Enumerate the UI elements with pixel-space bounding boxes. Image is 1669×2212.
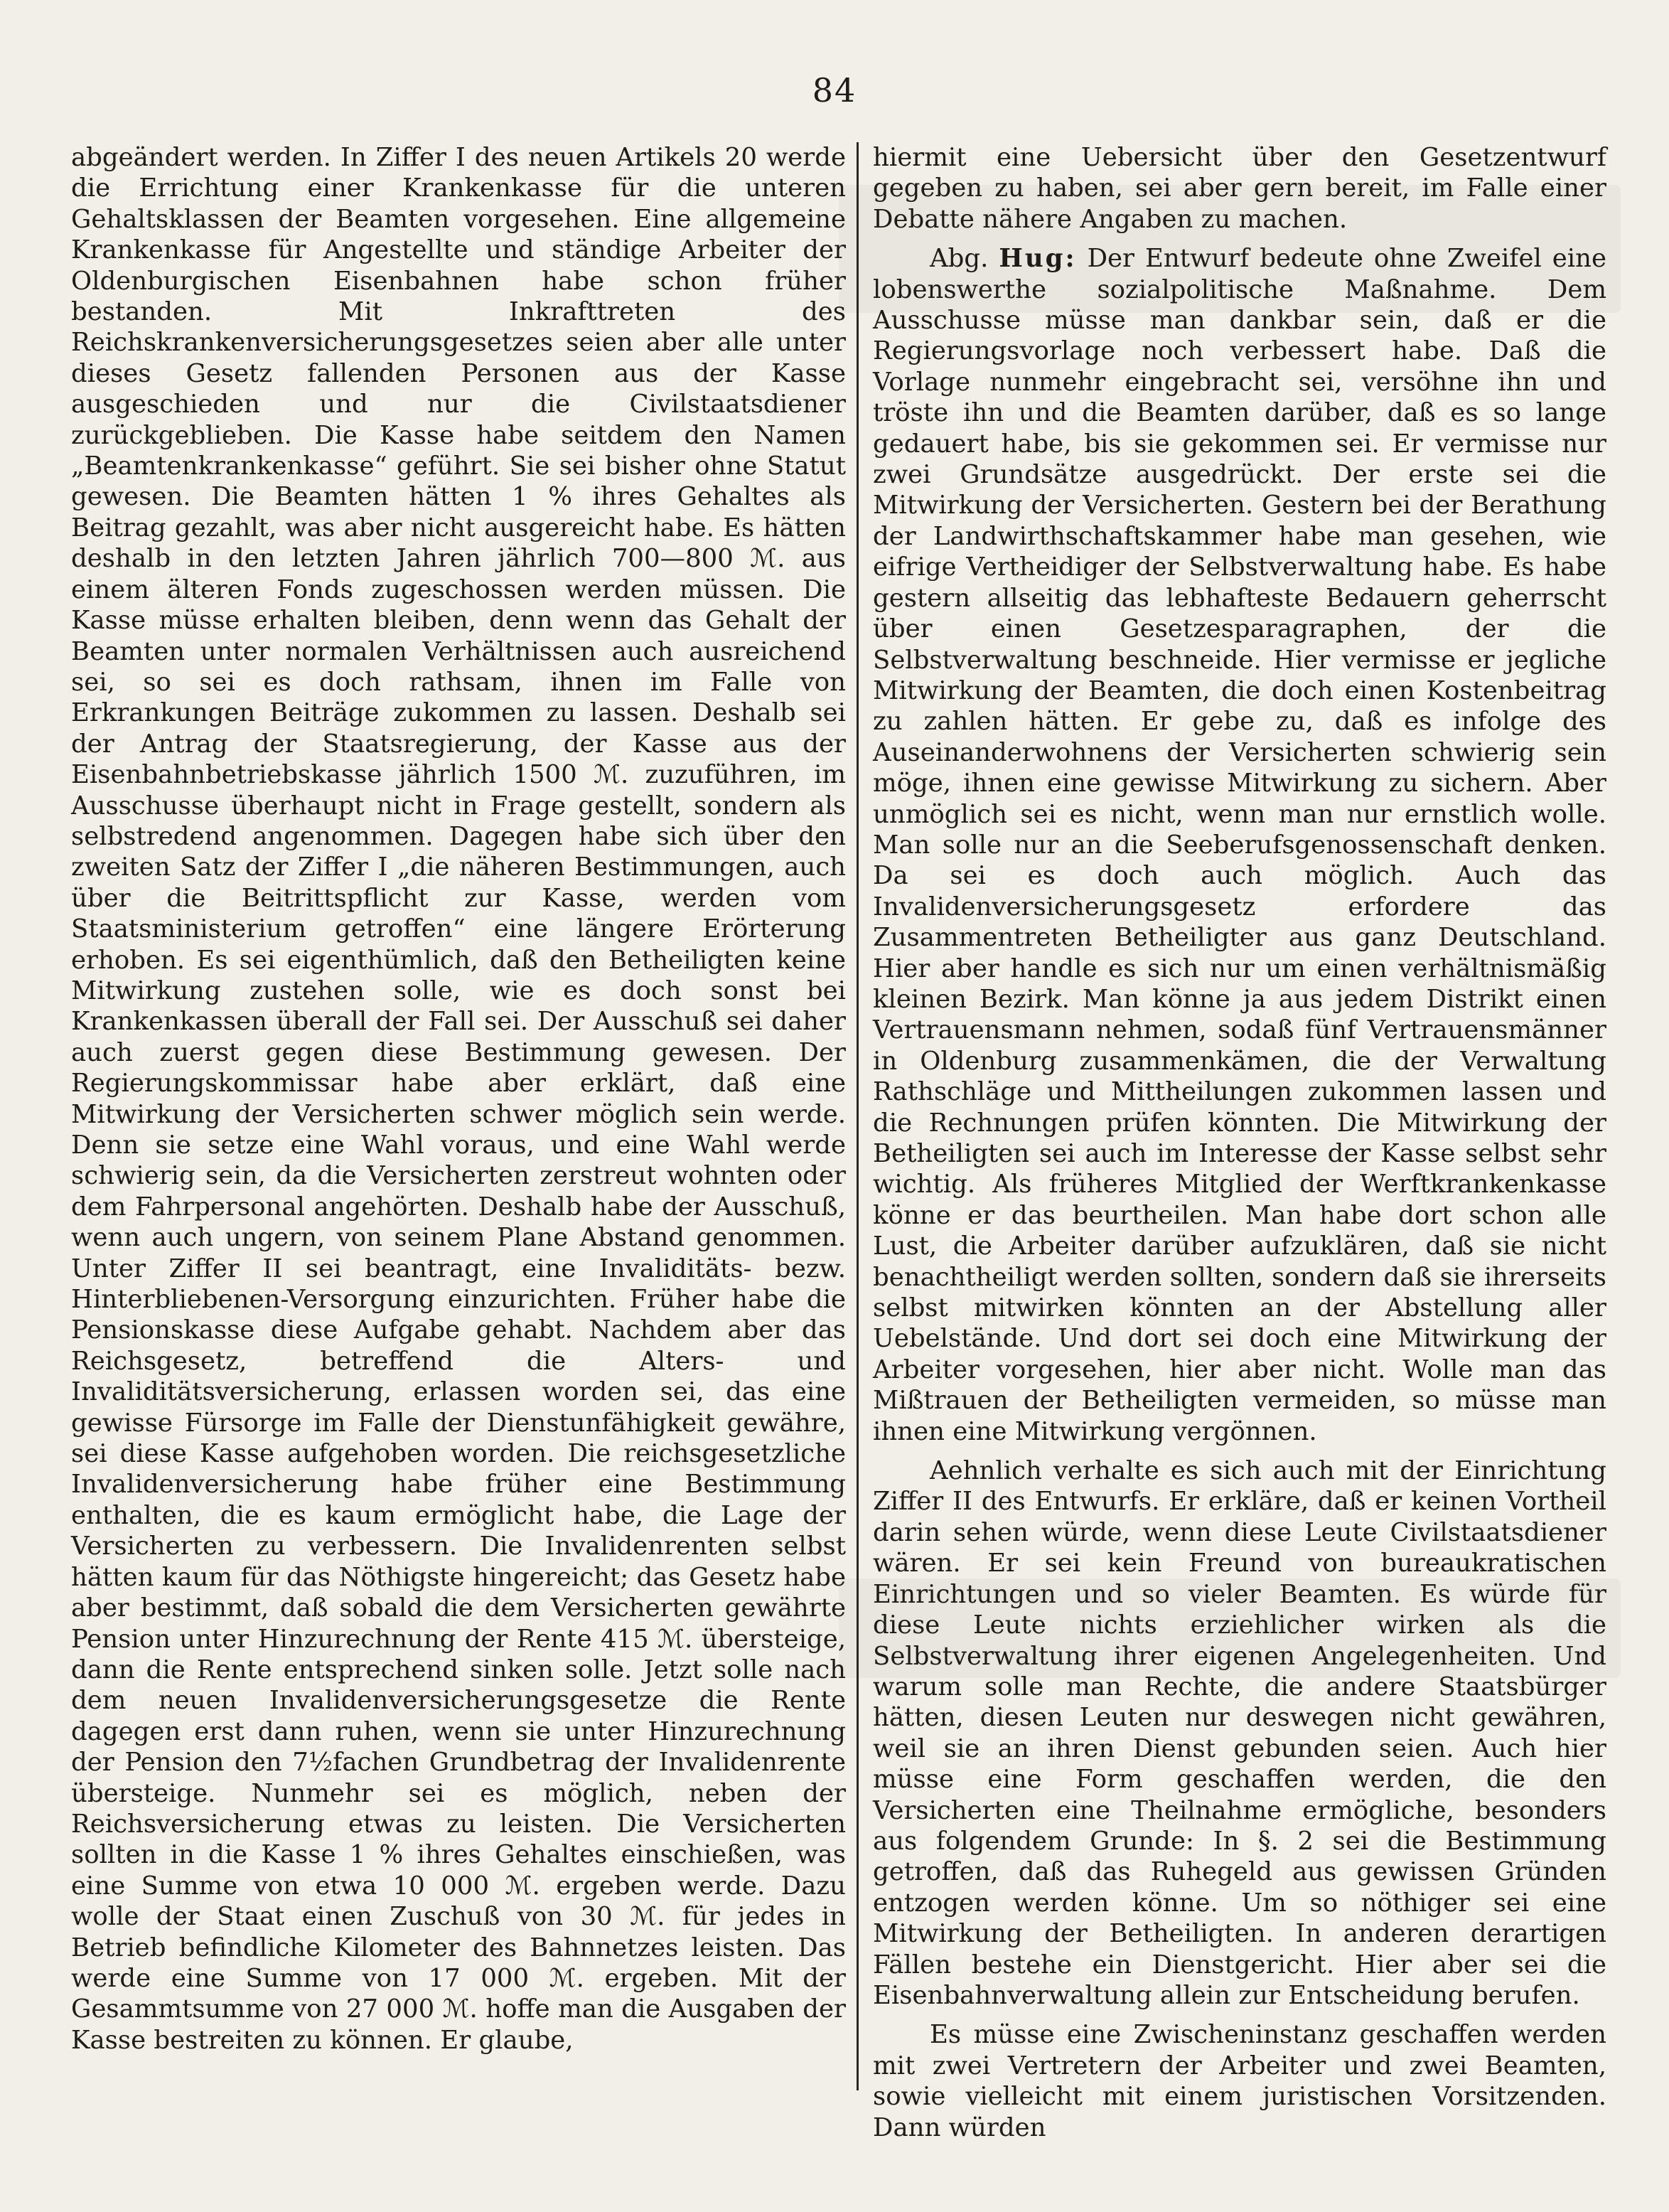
left-column [71, 142, 846, 2056]
right-column [873, 142, 1606, 2143]
speech-paragraph [873, 243, 1606, 1447]
paragraph: Aehnlich verhalte es sich auch mit der Einrichtung Ziffer II des Entwurfs. Er erkläre, daß er keinen Vortheil darin sehen würde, wenn diese Leute Civilstaatsdiener wären. Er sei kein Freund von bureaukratischen Einrichtungen und so vieler Beamten. Es würde für diese Leute nichts erziehlicher wirken als die Selbstverwaltung ihrer eigenen Angelegenheiten. Und warum solle man Rechte, die andere Staatsbürger hätten, diesen Leuten nur deswegen nicht gewähren, weil sie an ihren Dienst gebunden seien. Auch hier müsse eine Form geschaffen werden, die den Versicherten eine Theilnahme ermögliche, besonders aus folgendem Grunde: In §. 2 sei die Bestimmung getroffen, daß das Ruhegeld aus gewissen Gründen entzogen werden könne. Um so nöthiger sei eine Mitwirkung der Betheiligten. In anderen derartigen Fällen bestehe ein Dienstgericht. Hier aber sei die Eisenbahnverwaltung allein zur Entscheidung berufen. [873, 1456, 1606, 2010]
page-number: 84 [812, 71, 857, 109]
column-divider [857, 142, 859, 2090]
left-column-paragraph: abgeändert werden. In Ziffer I des neuen Artikels 20 werde die Errichtung einer Krankenkasse für die unteren Gehaltsklassen der Beamten vorgesehen. Eine allgemeine Krankenkasse für Angestellte und ständige Arbeiter der Oldenburgischen Eisenbahnen habe schon früher bestanden. Mit Inkrafttreten des Reichskrankenversicherungsgesetzes seien aber alle unter dieses Gesetz fallenden Personen aus der Kasse ausgeschieden und nur die Civilstaatsdiener zurückgeblieben. Die Kasse habe seitdem den Namen „Beamtenkrankenkasse“ geführt. Sie sei bisher ohne Statut gewesen. Die Beamten hätten 1 % ihres Gehaltes als Beitrag gezahlt, was aber nicht ausgereicht habe. Es hätten deshalb in den letzten Jahren jährlich 700—800 ℳ. aus einem älteren Fonds zugeschossen werden müssen. Die Kasse müsse erhalten bleiben, denn wenn das Gehalt der Beamten unter normalen Verhältnissen auch ausreichend sei, so sei es doch rathsam, ihnen im Falle von Erkrankungen Beiträge zukommen zu lassen. Deshalb sei der Antrag der Staatsregierung, der Kasse aus der Eisenbahnbetriebskasse jährlich 1500 ℳ. zuzuführen, im Ausschusse überhaupt nicht in Frage gestellt, sondern als selbstredend angenommen. Dagegen habe sich über den zweiten Satz der Ziffer I „die näheren Bestimmungen, auch über die Beitrittspflicht zur Kasse, werden vom Staatsministerium getroffen“ eine längere Erörterung erhoben. Es sei eigenthümlich, daß den Betheiligten keine Mitwirkung zustehen solle, wie es doch sonst bei Krankenkassen überall der Fall sei. Der Ausschuß sei daher auch zuerst gegen diese Bestimmung gewesen. Der Regierungskommissar habe aber erklärt, daß eine Mitwirkung der Versicherten schwer möglich sein werde. Denn sie setze eine Wahl voraus, und eine Wahl werde schwierig sein, da die Versicherten zerstreut wohnten oder dem Fahrpersonal angehörten. Deshalb habe der Ausschuß, wenn auch ungern, von seinem Plane Abstand genommen. Unter Ziffer II sei beantragt, eine Invaliditäts- bezw. Hinterbliebenen-Versorgung einzurichten. Früher habe die Pensionskasse diese Aufgabe gehabt. Nachdem aber das Reichsgesetz, betreffend die Alters- und Invaliditätsversicherung, erlassen worden sei, das eine gewisse Fürsorge im Falle der Dienstunfähigkeit gewähre, sei diese Kasse aufgehoben worden. Die reichsgesetzliche Invalidenversicherung habe früher eine Bestimmung enthalten, die es kaum ermöglicht habe, die Lage der Versicherten zu verbessern. Die Invalidenrenten selbst hätten kaum für das Nöthigste hingereicht; das Gesetz habe aber bestimmt, daß sobald die dem Versicherten gewährte Pension unter Hinzurechnung der Rente 415 ℳ. übersteige, dann die Rente entsprechend sinken solle. Jetzt solle nach dem neuen Invalidenversicherungsgesetze die Rente dagegen erst dann ruhen, wenn sie unter Hinzurechnung der Pension den 7½fachen Grundbetrag der Invalidenrente übersteige. Nunmehr sei es möglich, neben der Reichsversicherung etwas zu leisten. Die Versicherten sollten in die Kasse 1 % ihres Gehaltes einschießen, was eine Summe von etwa 10 000 ℳ. ergeben werde. Dazu wolle der Staat einen Zuschuß von 30 ℳ. für jedes in Betrieb befindliche Kilometer des Bahnnetzes leisten. Das werde eine Summe von 17 000 ℳ. ergeben. Mit der Gesammtsumme von 27 000 ℳ. hoffe man die Ausgaben der Kasse bestreiten zu können. Er glaube, [71, 143, 846, 2055]
speech-text: Der Entwurf bedeute ohne Zweifel eine lobenswerthe sozialpolitische Maßnahme. Dem Ausschusse müsse man dankbar sein, daß er die Regierungsvorlage noch verbessert habe. Daß die Vorlage nunmehr eingebracht sei, versöhne ihn und tröste ihn und die Beamten darüber, daß es so lange gedauert habe, bis sie gekommen sei. Er vermisse nur zwei Grundsätze ausgedrückt. Der erste sei die Mitwirkung der Versicherten. Gestern bei der Berathung der Landwirthschaftskammer habe man gesehen, wie eifrige Vertheidiger der Selbstverwaltung habe. Es habe gestern allseitig das lebhafteste Bedauern geherrscht über einen Gesetzesparagraphen, der die Selbstverwaltung beschneide. Hier vermisse er jegliche Mitwirkung der Beamten, die doch einen Kostenbeitrag zu zahlen hätten. Er gebe zu, daß es infolge des Auseinanderwohnens der Versicherten schwierig sein möge, ihnen eine gewisse Mitwirkung zu sichern. Aber unmöglich sei es nicht, wenn man nur ernstlich wolle. Man solle nur an die Seeberufsgenossenschaft denken. Da sei es doch auch möglich. Auch das Invalidenversicherungsgesetz erfordere das Zusammentreten Betheiligter aus ganz Deutschland. Hier aber handle es sich nur um einen verhältnismäßig kleinen Bezirk. Man könne ja aus jedem Distrikt einen Vertrauensmann nehmen, sodaß fünf Vertrauensmänner in Oldenburg zusammenkämen, die der Verwaltung Rathschläge und Mittheilungen zukommen lassen und die Rechnungen prüfen könnten. Die Mitwirkung der Betheiligten sei auch im Interesse der Kasse selbst sehr wichtig. Als früheres Mitglied der Werftkrankenkasse könne er das beurtheilen. Man habe dort schon alle Lust, die Arbeiter darüber aufzuklären, daß sie nicht benachtheiligt werden sollten, sondern daß sie ihrerseits selbst mitwirken könnten an der Abstellung aller Uebelstände. Und dort sei doch eine Mitwirkung der Arbeiter vorgesehen, hier aber nicht. Wolle man das Mißtrauen der Betheiligten vermeiden, so müsse man ihnen eine Mitwirkung vergönnen. [873, 244, 1606, 1446]
continuation-paragraph: hiermit eine Uebersicht über den Gesetzentwurf gegeben zu haben, sei aber gern bereit, im Falle einer Debatte nähere Angaben zu machen. [873, 143, 1606, 234]
speaker-prefix: Abg. [930, 244, 989, 274]
speaker-name: Hug: [999, 244, 1077, 274]
paragraph: Es müsse eine Zwischeninstanz geschaffen werden mit zwei Vertretern der Arbeiter und zwei Beamten, sowie vielleicht mit einem juristischen Vorsitzenden. Dann würden [873, 2020, 1606, 2142]
